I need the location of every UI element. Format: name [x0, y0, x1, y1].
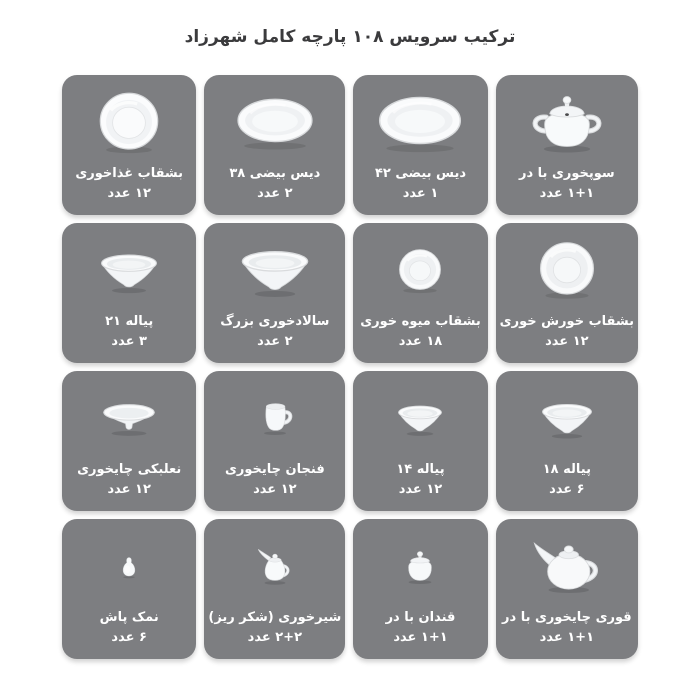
item-count: ۶ عدد — [549, 481, 585, 497]
item-count: ۱ عدد — [402, 185, 439, 201]
salad-bowl-icon — [231, 229, 319, 312]
item-count: ۱+۱ عدد — [539, 185, 595, 201]
item-count: ۲ عدد — [257, 333, 293, 349]
product-grid — [62, 75, 638, 659]
item-name: پیاله ۲۱ — [105, 313, 154, 329]
item-count: ۱۲ عدد — [398, 481, 443, 497]
item-count: ۱+۱ عدد — [539, 629, 595, 645]
product-card-bowl-18 — [496, 371, 638, 511]
product-card-teapot — [496, 519, 638, 659]
sugar-bowl-icon — [390, 525, 450, 608]
product-card-stew-plate — [496, 223, 638, 363]
item-name: سالادخوری بزرگ — [220, 313, 330, 329]
item-count: ۱۲ عدد — [253, 481, 297, 497]
item-name: بشقاب میوه خوری — [360, 313, 481, 329]
product-card-dinner-plate — [62, 75, 196, 215]
item-name: بشقاب غذاخوری — [75, 165, 184, 181]
product-card-oval-platter-42 — [353, 75, 487, 215]
item-name: قندان با در — [385, 609, 456, 625]
salt-shaker-icon — [108, 525, 150, 608]
item-name: دیس بیضی ۳۸ — [229, 165, 321, 181]
teapot-icon — [523, 525, 611, 608]
item-count: ۱+۱ عدد — [393, 629, 448, 645]
item-name: نعلبکی چایخوری — [77, 461, 182, 477]
oval-platter-icon — [231, 81, 319, 164]
creamer-icon — [244, 525, 306, 608]
oval-platter-icon — [372, 81, 468, 164]
item-count: ۶ عدد — [111, 629, 147, 645]
item-name: شیرخوری (شکر ریز) — [208, 609, 342, 625]
product-card-tea-cup — [204, 371, 345, 511]
item-name: فنجان چایخوری — [224, 461, 325, 477]
item-name: دیس بیضی ۴۲ — [374, 165, 466, 181]
bowl-icon — [534, 377, 600, 460]
item-count: ۱۸ عدد — [398, 333, 443, 349]
item-name: نمک پاش — [99, 609, 159, 625]
deep-plate-icon — [527, 229, 607, 312]
item-name: پیاله ۱۸ — [542, 461, 591, 477]
item-count: ۲+۲ عدد — [247, 629, 303, 645]
product-card-saucer — [62, 371, 196, 511]
item-name: پیاله ۱۴ — [396, 461, 445, 477]
item-name: سوپخوری با در — [518, 165, 615, 181]
fruit-plate-icon — [389, 229, 451, 312]
item-name: بشقاب خورش خوری — [499, 313, 634, 329]
product-card-creamer — [204, 519, 345, 659]
item-count: ۱۲ عدد — [545, 333, 589, 349]
item-count: ۱۲ عدد — [107, 481, 151, 497]
dinner-plate-icon — [88, 81, 170, 164]
product-card-salad-bowl — [204, 223, 345, 363]
bowl-icon — [391, 377, 449, 460]
product-card-bowl-21 — [62, 223, 196, 363]
product-card-salt-shaker — [62, 519, 196, 659]
item-name: قوری چایخوری با در — [502, 609, 632, 625]
page-title: ترکیب سرویس ۱۰۸ پارچه کامل شهرزاد — [184, 27, 516, 47]
product-card-soup-tureen — [496, 75, 638, 215]
saucer-icon — [94, 377, 164, 460]
soup-tureen-icon — [524, 81, 610, 164]
product-card-bowl-14 — [353, 371, 487, 511]
item-count: ۱۲ عدد — [107, 185, 151, 201]
item-count: ۳ عدد — [111, 333, 147, 349]
bowl-icon — [92, 229, 166, 312]
tea-cup-icon — [246, 377, 304, 460]
product-card-fruit-plate — [353, 223, 487, 363]
product-card-sugar-bowl — [353, 519, 487, 659]
item-count: ۲ عدد — [257, 185, 293, 201]
product-card-oval-platter-38 — [204, 75, 345, 215]
